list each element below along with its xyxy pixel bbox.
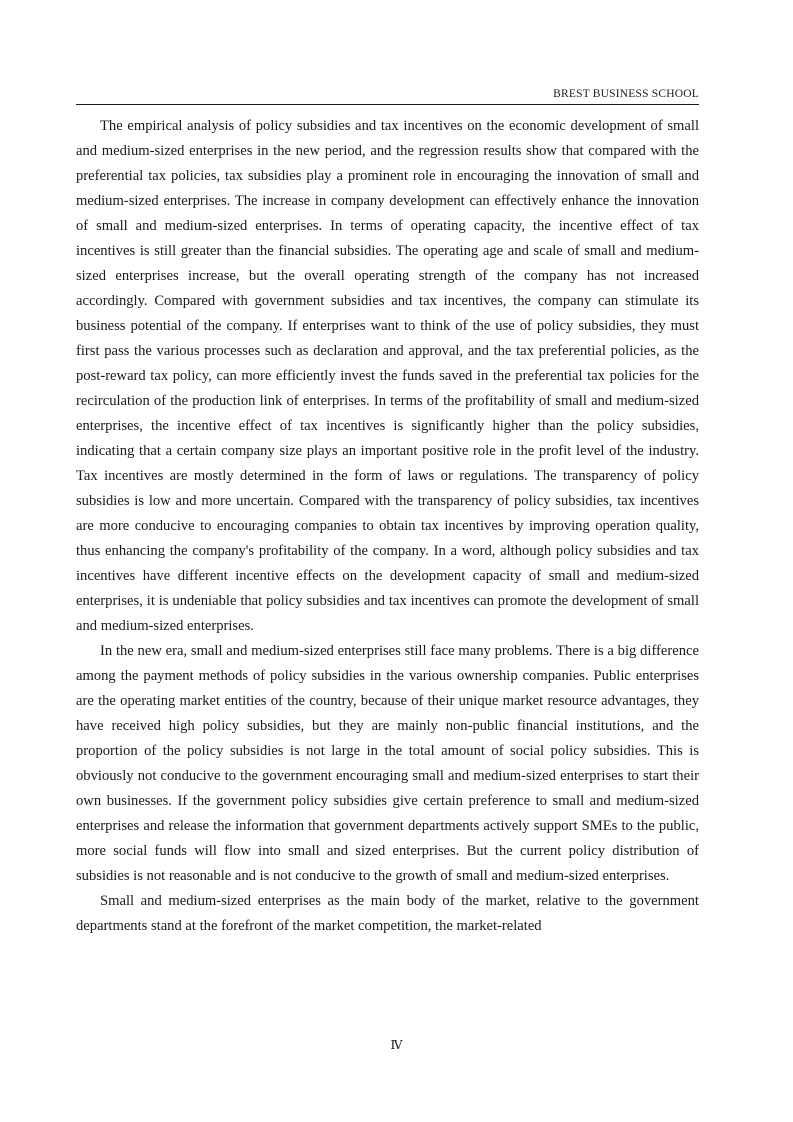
body-text bbox=[76, 114, 699, 939]
running-header: BREST BUSINESS SCHOOL bbox=[553, 88, 699, 100]
paragraph-1: The empirical analysis of policy subsidies and tax incentives on the economic development of small and medium-sized enterprises in the new period, and the regression results show that compared with the preferential tax policies, tax subsidies play a prominent role in encouraging the innovation of small and medium-sized enterprises. The increase in company development can effectively enhance the innovation of small and medium-sized enterprises. In terms of operating capacity, the incentive effect of tax incentives is still greater than the financial subsidies. The operating age and scale of small and medium-sized enterprises increase, but the overall operating strength of the company has not increased accordingly. Compared with government subsidies and tax incentives, the company can stimulate its business potential of the company. If enterprises want to think of the use of policy subsidies, they must first pass the various processes such as declaration and approval, and the tax preferential policies, as the post-reward tax policy, can more efficiently invest the funds saved in the preferential tax policies for the recirculation of the production link of enterprises. In terms of the profitability of small and medium-sized enterprises, the incentive effect of tax incentives is significantly higher than the policy subsidies, indicating that a certain company size plays an important positive role in the profit level of the industry. Tax incentives are mostly determined in the form of laws or regulations. The transparency of policy subsidies is low and more uncertain. Compared with the transparency of policy subsidies, tax incentives are more conducive to encouraging companies to obtain tax incentives by improving operation quality, thus enhancing the company's profitability of the company. In a word, although policy subsidies and tax incentives have different incentive effects on the development capacity of small and medium-sized enterprises, it is undeniable that policy subsidies and tax incentives can promote the development of small and medium-sized enterprises. bbox=[76, 118, 699, 634]
paragraph-2: In the new era, small and medium-sized enterprises still face many problems. There is a big difference among the payment methods of policy subsidies in the various ownership companies. Public enterprises are the operating market entities of the country, because of their unique market resource advantages, they have received high policy subsidies, but they are mainly non-public financial institutions, and the proportion of the policy subsidies is not large in the total amount of social policy subsidies. This is obviously not conducive to the government encouraging small and medium-sized enterprises to start their own businesses. If the government policy subsidies give certain preference to small and medium-sized enterprises and release the information that government departments actively support SMEs to the public, more social funds will flow into small and sized enterprises. But the current policy distribution of subsidies is not reasonable and is not conducive to the growth of small and medium-sized enterprises. bbox=[76, 643, 699, 884]
paragraph-3: Small and medium-sized enterprises as the main body of the market, relative to the government departments stand at the forefront of the market competition, the market-related bbox=[76, 893, 699, 934]
page-number: Ⅳ bbox=[390, 1038, 403, 1052]
header-rule bbox=[76, 104, 699, 105]
